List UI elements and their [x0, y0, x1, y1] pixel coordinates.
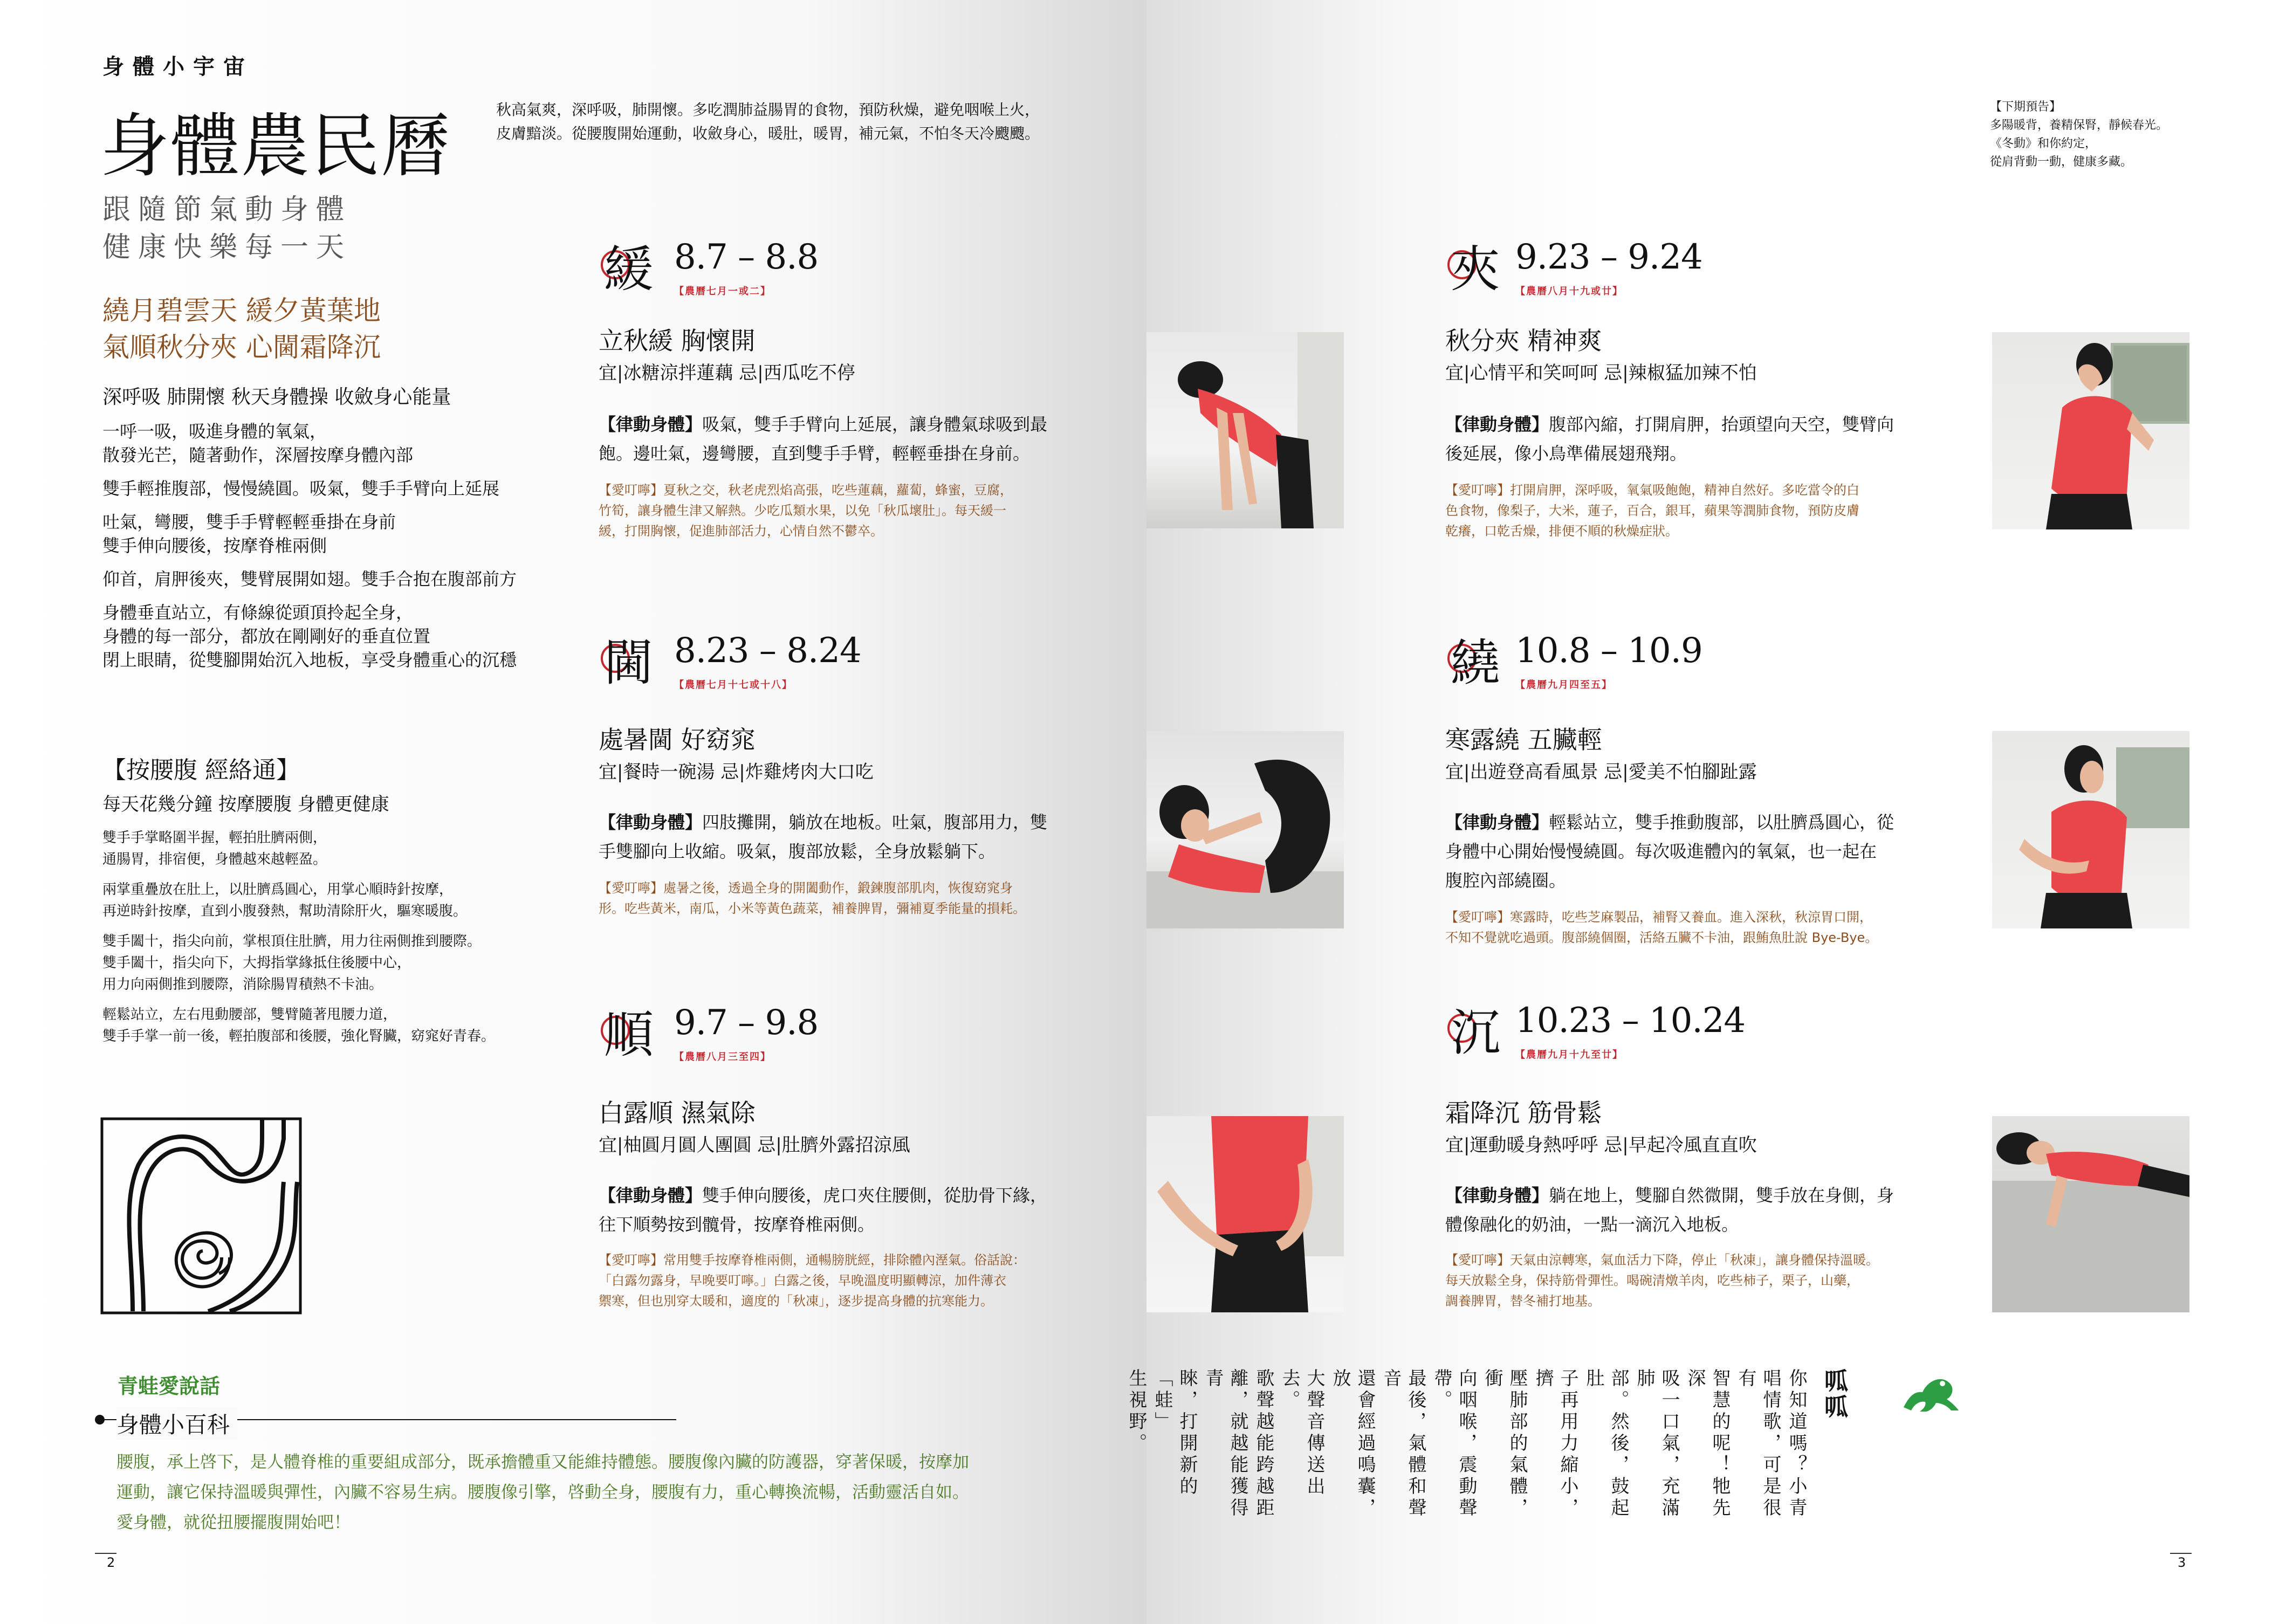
frog-column: 生視野。 — [1125, 1368, 1147, 1455]
entry-body-line: 腹腔內部繞圈。 — [1445, 870, 1567, 891]
entry-date: 9.7 – 9.8 — [674, 1003, 819, 1043]
entry-glyph: 閫 — [604, 634, 654, 692]
entry-body — [599, 808, 1138, 866]
massage-title: 【按腰腹 經絡通】 — [102, 756, 300, 784]
massage-line: 輕鬆站立，左右甩動腰部，雙臂隨著甩腰力道， — [102, 1007, 397, 1023]
steps-list — [102, 419, 588, 672]
entry-body-line: 身體中心開始慢慢繞圓。每次吸進體內的氧氣，也一起在 — [1445, 841, 1877, 862]
encyc-line: 運動，讓它保持溫暖與彈性，內臟不容易生病。腰腹像引擎，啓動全身，腰腹有力，重心轉換流暢，活動靈活自如。 — [116, 1483, 969, 1502]
section-kicker: 身體小宇宙 — [102, 54, 253, 79]
page-number-right: 3 — [2178, 1555, 2186, 1570]
entry-note-line: 緩，打開胸懷，促進肺部活力，心情自然不鬱卒。 — [599, 524, 883, 539]
entry-chushu — [599, 631, 1138, 933]
entry-note-line: 竹筍，讓身體生津又解熱。少吃瓜類水果，以免「秋瓜壞肚」。每天緩一 — [599, 503, 1006, 518]
poem-line: 氣順秋分夾 心閫霜降沉 — [102, 332, 381, 363]
photo-crunch — [1146, 731, 1344, 928]
entry-glyph: 夾 — [1451, 240, 1501, 298]
subhead-line: 健康快樂每一天 — [102, 231, 352, 264]
encyclopedia-title: 身體小百科 — [116, 1407, 237, 1440]
massage-line: 雙手手掌略圍半握，輕拍肚臍兩側， — [102, 830, 327, 846]
entry-note-line: 【愛叮嚀】寒露時，吃些芝麻製品，補腎又養血。進入深秋，秋涼胃口開， — [1445, 910, 1872, 925]
encyc-line: 腰腹，承上啓下，是人體脊椎的重要組成部分，既承擔體重又能維持體態。腰腹像內臟的防護器，穿著保暖，按摩加 — [116, 1453, 969, 1472]
entry-title: 立秋緩 胸懷開 — [599, 326, 756, 355]
entry-note-line: 【愛叮嚀】處暑之後，透過全身的開闔動作，鍛鍊腹部肌肉，恢復窈窕身 — [599, 880, 1013, 896]
intro-text — [496, 98, 1122, 146]
preview-line: 從肩背動一動，健康多藏。 — [1990, 155, 2133, 169]
entry-title: 白露順 濕氣除 — [599, 1098, 756, 1127]
entry-note-line: 色食物，像梨子，大米，蓮子，百合，銀耳，蘋果等潤肺食物，預防皮膚 — [1445, 503, 1859, 518]
entry-body — [599, 410, 1138, 468]
preview-line: 《冬動》和你約定， — [1990, 137, 2097, 150]
entry-title: 霜降沉 筋骨鬆 — [1445, 1098, 1602, 1127]
entry-lunar: 【農曆七月一或二】 — [674, 286, 771, 297]
frog-vertical-text — [1125, 1368, 1851, 1530]
entry-note — [599, 1250, 1138, 1311]
frog-column: 睞，打開新的「蛙」 — [1151, 1368, 1198, 1498]
entry-yiji: 宜|冰糖涼拌蓮藕 忌|西瓜吃不停 — [599, 362, 855, 384]
entry-body-line: 躺在地上，雙腳自然微開，雙手放在身側，身 — [1549, 1185, 1894, 1206]
entry-body-line: 輕鬆站立，雙手推動腹部，以肚臍爲圓心，從 — [1549, 812, 1894, 832]
entry-note-line: 調養脾胃，替冬補打地基。 — [1445, 1293, 1601, 1309]
entry-title: 處暑閫 好窈窕 — [599, 725, 756, 754]
frog-column: 吸一口氣，充滿肺 — [1633, 1368, 1680, 1519]
photo-lying-down — [1992, 1116, 2189, 1312]
step — [102, 419, 588, 467]
massage-line: 雙手闔十，指尖向前，掌根頂住肚臍，用力往兩側推到腰際。 — [102, 933, 482, 949]
entry-date: 8.7 – 8.8 — [674, 237, 819, 277]
entry-glyph: 緩 — [604, 240, 654, 298]
massage-line: 雙手手掌一前一後，輕拍腹部和後腰，強化腎臟，窈窕好青春。 — [102, 1028, 496, 1044]
entry-label: 【律動身體】 — [599, 1185, 703, 1206]
step — [102, 510, 588, 558]
entry-note-line: 乾癢，口乾舌燥，排便不順的秋燥症狀。 — [1445, 524, 1678, 539]
entry-yiji: 宜|餐時一碗湯 忌|炸雞烤肉大口吃 — [599, 761, 874, 783]
page-number-left: 2 — [107, 1555, 115, 1570]
frog-column: 你知道嗎？小青 — [1786, 1368, 1807, 1519]
entry-body-line: 吸氣，雙手手臂向上延展，讓身體氣球吸到最 — [702, 414, 1048, 435]
massage-steps — [102, 827, 566, 1047]
photo-belly-circle — [1992, 731, 2189, 928]
massage-line: 通腸胃，排宿便，身體越來越輕盈。 — [102, 851, 327, 868]
next-issue-preview — [1990, 98, 2206, 171]
step-line: 閉上眼睛，從雙腳開始沉入地板，享受身體重心的沉穩 — [102, 650, 517, 670]
poem — [102, 292, 381, 366]
entry-note-line: 每天放鬆全身，保持筋骨彈性。喝碗清燉羊肉，吃些柿子，栗子，山藥， — [1445, 1273, 1859, 1288]
preview-line: 多陽暖背，養精保腎，靜候春光。 — [1990, 119, 2168, 132]
entry-date: 10.23 – 10.24 — [1515, 1001, 1746, 1041]
entry-note-line: 【愛叮嚀】天氣由涼轉寒，氣血活力下降，停止「秋凍」，讓身體保持溫暖。 — [1445, 1253, 1879, 1268]
entry-note-line: 【愛叮嚀】常用雙手按摩脊椎兩側，通暢膀胱經，排除體內溼氣。俗話說： — [599, 1253, 1026, 1268]
entry-body-line: 後延展，像小鳥準備展翅飛翔。 — [1445, 443, 1687, 464]
massage-step — [102, 879, 566, 922]
entry-note-line: 【愛叮嚀】打開肩胛，深呼吸，氧氣吸飽飽，精神自然好。多吃當令的白 — [1445, 483, 1859, 498]
entry-title: 寒露繞 五臟輕 — [1445, 725, 1602, 754]
entry-label: 【律動身體】 — [1445, 1185, 1549, 1206]
massage-subtitle: 每天花幾分鐘 按摩腰腹 身體更健康 — [102, 794, 389, 815]
entry-note — [599, 878, 1138, 919]
entry-note — [1445, 907, 1958, 948]
frog-column: 大聲音傳送出去。 — [1279, 1368, 1325, 1498]
entry-body-line: 雙手伸向腰後，虎口夾住腰側，從肋骨下緣， — [702, 1185, 1048, 1206]
frog-column: 智慧的呢！牠先深 — [1684, 1368, 1731, 1519]
entry-glyph: 順 — [604, 1006, 654, 1064]
step-line: 身體垂直站立，有條線從頭頂拎起全身， — [102, 602, 414, 623]
entry-note — [1445, 480, 1958, 541]
entry-body-line: 四肢攤開，躺放在地板。吐氣，腹部用力，雙 — [702, 812, 1048, 832]
page-number-rule — [95, 1553, 116, 1554]
entry-body-line: 手雙腳向上收縮。吸氣，腹部放鬆，全身放鬆躺下。 — [599, 841, 996, 862]
frog-heading: 呱呱 — [1820, 1368, 1848, 1420]
frog-column: 子再用力縮小，擠 — [1532, 1368, 1578, 1519]
entry-note-line: 形。吃些黃米，南瓜，小米等黃色蔬菜，補養脾胃，彌補夏季能量的損耗。 — [599, 901, 1026, 916]
entry-date: 9.23 – 9.24 — [1515, 237, 1702, 277]
entry-label: 【律動身體】 — [1445, 812, 1549, 832]
frog-column: 離，就越能獲得青 — [1202, 1368, 1248, 1519]
subhead-line: 跟隨節氣動身體 — [102, 194, 352, 226]
entry-lunar: 【農曆九月十九至廿】 — [1515, 1049, 1623, 1061]
entry-lichiu — [599, 237, 1138, 572]
entry-body-line: 飽。邊吐氣，邊彎腰，直到雙手手臂，輕輕垂掛在身前。 — [599, 443, 1031, 464]
entry-label: 【律動身體】 — [1445, 414, 1549, 435]
entry-glyph: 繞 — [1451, 634, 1501, 692]
encyc-line: 愛身體，就從扭腰擺腹開始吧！ — [116, 1513, 351, 1532]
entry-body — [1445, 1181, 1958, 1239]
entry-yiji: 宜|出遊登高看風景 忌|愛美不怕腳趾露 — [1445, 761, 1757, 783]
step — [102, 477, 588, 500]
entry-body — [1445, 808, 1958, 895]
photo-back-massage — [1146, 1116, 1344, 1312]
entry-note-line: 禦寒，但也別穿太暖和，適度的「秋凍」，逐步提高身體的抗寒能力。 — [599, 1293, 993, 1309]
page-title: 身體農民曆 — [100, 106, 451, 187]
frog-section-title: 青蛙愛說話 — [118, 1374, 221, 1398]
entry-glyph: 沉 — [1451, 1004, 1501, 1062]
entry-note-line: 「白露勿露身，早晚要叮嚀。」白露之後，早晚溫度明顯轉涼，加件薄衣 — [599, 1273, 1006, 1288]
step-line: 吐氣，彎腰，雙手手臂輕輕垂掛在身前 — [102, 512, 396, 532]
frog-column: 歌聲越能跨越距 — [1253, 1368, 1274, 1519]
step-line: 雙手伸向腰後，按摩脊椎兩側 — [102, 535, 327, 556]
step-line: 身體的每一部分，都放在剛剛好的垂直位置 — [102, 626, 431, 646]
step-line: 仰首，肩胛後夾，雙臂展開如翅。雙手合抱在腹部前方 — [102, 569, 517, 589]
entry-body — [599, 1181, 1138, 1239]
step-line: 一呼一吸，吸進身體的氧氣， — [102, 421, 327, 442]
subhead — [102, 191, 352, 266]
intro-line: 秋高氣爽，深呼吸，肺開懷。多吃潤肺益腸胃的食物，預防秋燥，避免咽喉上火， — [496, 101, 1040, 119]
step — [102, 567, 588, 591]
frog-column: 向咽喉，震動聲帶。 — [1431, 1368, 1477, 1519]
entry-yiji: 宜|運動暖身熱呼呼 忌|早起冷風直直吹 — [1445, 1134, 1757, 1156]
photo-bending-forward — [1146, 332, 1344, 528]
entry-body-line: 體像融化的奶油，一點一滴沉入地板。 — [1445, 1214, 1739, 1235]
entry-label: 【律動身體】 — [599, 414, 703, 435]
photo-shoulder-open — [1992, 332, 2189, 529]
entry-lunar: 【農曆九月四至五】 — [1515, 679, 1612, 691]
entry-note-line: 【愛叮嚀】夏秋之交，秋老虎烈焰高張，吃些蓮藕，蘿蔔，蜂蜜，豆腐， — [599, 483, 1013, 498]
intro-line: 皮膚黯淡。從腰腹開始運動，收斂身心，暖肚，暖胃，補元氣，不怕冬天冷颼颼。 — [496, 125, 1040, 142]
entry-body-line: 往下順勢按到髖骨，按摩脊椎兩側。 — [599, 1214, 875, 1235]
frog-icon — [1898, 1370, 1963, 1413]
massage-line: 用力向兩側推到腰際，消除腸胃積熱不卡油。 — [102, 976, 383, 993]
step-line: 散發光芒，隨著動作，深層按摩身體內部 — [102, 445, 414, 465]
preview-line: 【下期預告】 — [1990, 100, 2062, 114]
entry-shuangjiang — [1445, 1001, 1958, 1324]
entry-qiufen — [1445, 237, 1958, 572]
entry-note-line: 不知不覺就吃過頭。腹部繞個圈，活絡五臟不卡油，跟鮪魚肚說 Bye-Bye。 — [1445, 930, 1878, 945]
frog-column: 壓肺部的氣體，衝 — [1481, 1368, 1528, 1519]
entry-note — [599, 480, 1138, 541]
entry-date: 8.23 – 8.24 — [674, 631, 861, 671]
massage-step — [102, 827, 566, 870]
entry-lunar: 【農曆八月十九或廿】 — [1515, 286, 1623, 297]
frog-column: 部。然後，鼓起肚 — [1583, 1368, 1629, 1519]
entry-label: 【律動身體】 — [599, 812, 703, 832]
frog-column: 還會經過鳴囊，放 — [1329, 1368, 1376, 1519]
entry-bailu — [599, 1003, 1138, 1326]
encyclopedia-body — [116, 1447, 1125, 1538]
entry-body — [1445, 410, 1958, 468]
entry-hanlu — [1445, 631, 1958, 954]
entry-lunar: 【農曆八月三至四】 — [674, 1051, 771, 1063]
entry-note — [1445, 1250, 1958, 1311]
frog-column: 唱情歌，可是很有 — [1735, 1368, 1781, 1519]
entry-date: 10.8 – 10.9 — [1515, 631, 1702, 671]
page-number-rule — [2170, 1553, 2192, 1554]
lead-line: 深呼吸 肺開懷 秋天身體操 收斂身心能量 — [102, 386, 451, 408]
entry-body-line: 腹部內縮，打開肩胛，抬頭望向天空，雙臂向 — [1549, 414, 1894, 435]
bullet-dot-icon — [95, 1415, 105, 1425]
frog-column: 最後，氣體和聲音 — [1380, 1368, 1426, 1519]
massage-line: 雙手闔十，指尖向下，大拇指掌緣抵住後腰中心， — [102, 955, 411, 971]
spiral-logo-icon — [100, 1117, 302, 1315]
entry-yiji: 宜|柚圓月圓人團圓 忌|肚臍外露招涼風 — [599, 1134, 910, 1156]
step-line: 雙手輕推腹部，慢慢繞圓。吸氣，雙手手臂向上延展 — [102, 478, 500, 499]
massage-line: 再逆時針按摩，直到小腹發熱，幫助清除肝火，驅寒暖腹。 — [102, 903, 468, 919]
massage-step — [102, 931, 566, 995]
poem-line: 繞月碧雲天 緩夕黃葉地 — [102, 295, 381, 326]
step — [102, 601, 588, 672]
entry-lunar: 【農曆七月十七或十八】 — [674, 679, 793, 691]
entry-yiji: 宜|心情平和笑呵呵 忌|辣椒猛加辣不怕 — [1445, 362, 1757, 384]
massage-step — [102, 1004, 566, 1047]
massage-line: 兩掌重疊放在肚上，以肚臍爲圓心，用掌心順時針按摩， — [102, 882, 454, 898]
entry-title: 秋分夾 精神爽 — [1445, 326, 1602, 355]
